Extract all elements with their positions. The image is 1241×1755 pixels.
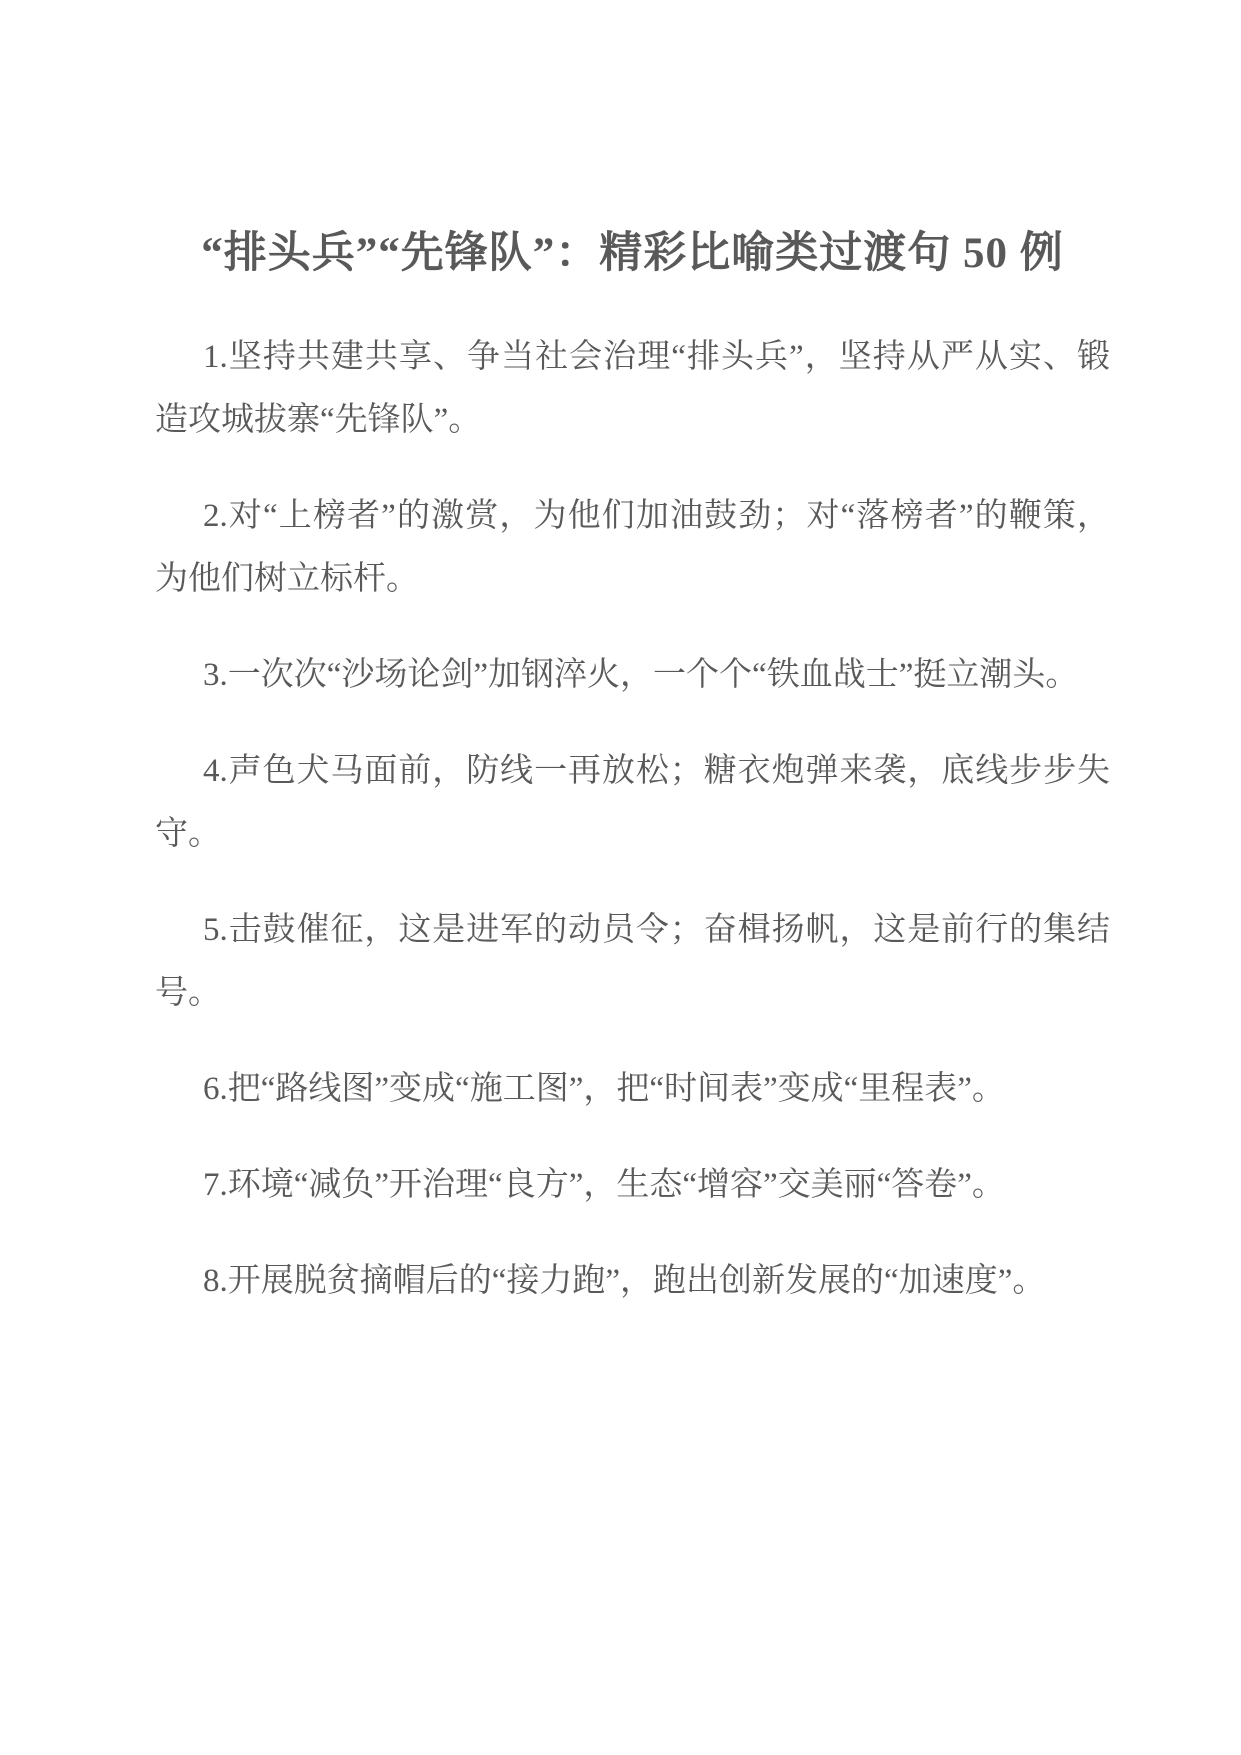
paragraph-6: 6.把“路线图”变成“施工图”，把“时间表”变成“里程表”。 bbox=[203, 1071, 1005, 1107]
document-title: “排头兵”“先锋队”：精彩比喻类过渡句 50 例 bbox=[201, 230, 1064, 277]
paragraph-2: 2.对“上榜者”的激赏，为他们加油鼓劲；对“落榜者”的鞭策，为他们树立标杆。 bbox=[155, 498, 1110, 597]
paragraph-4: 4.声色犬马面前，防线一再放松；糖衣炮弹来袭，底线步步失守。 bbox=[155, 753, 1110, 852]
paragraph-8: 8.开展脱贫摘帽后的“接力跑”，跑出创新发展的“加速度”。 bbox=[203, 1263, 1046, 1299]
paragraph-1: 1.坚持共建共享、争当社会治理“排头兵”，坚持从严从实、锻造攻城拔寨“先锋队”。 bbox=[155, 339, 1110, 438]
paragraph-7: 7.环境“减负”开治理“良方”，生态“增容”交美丽“答卷”。 bbox=[203, 1167, 1005, 1203]
document-body bbox=[155, 326, 1110, 1313]
paragraph-3: 3.一次次“沙场论剑”加钢淬火，一个个“铁血战士”挺立潮头。 bbox=[203, 657, 1079, 693]
paragraph-5: 5.击鼓催征，这是进军的动员令；奋楫扬帆，这是前行的集结号。 bbox=[155, 912, 1110, 1011]
